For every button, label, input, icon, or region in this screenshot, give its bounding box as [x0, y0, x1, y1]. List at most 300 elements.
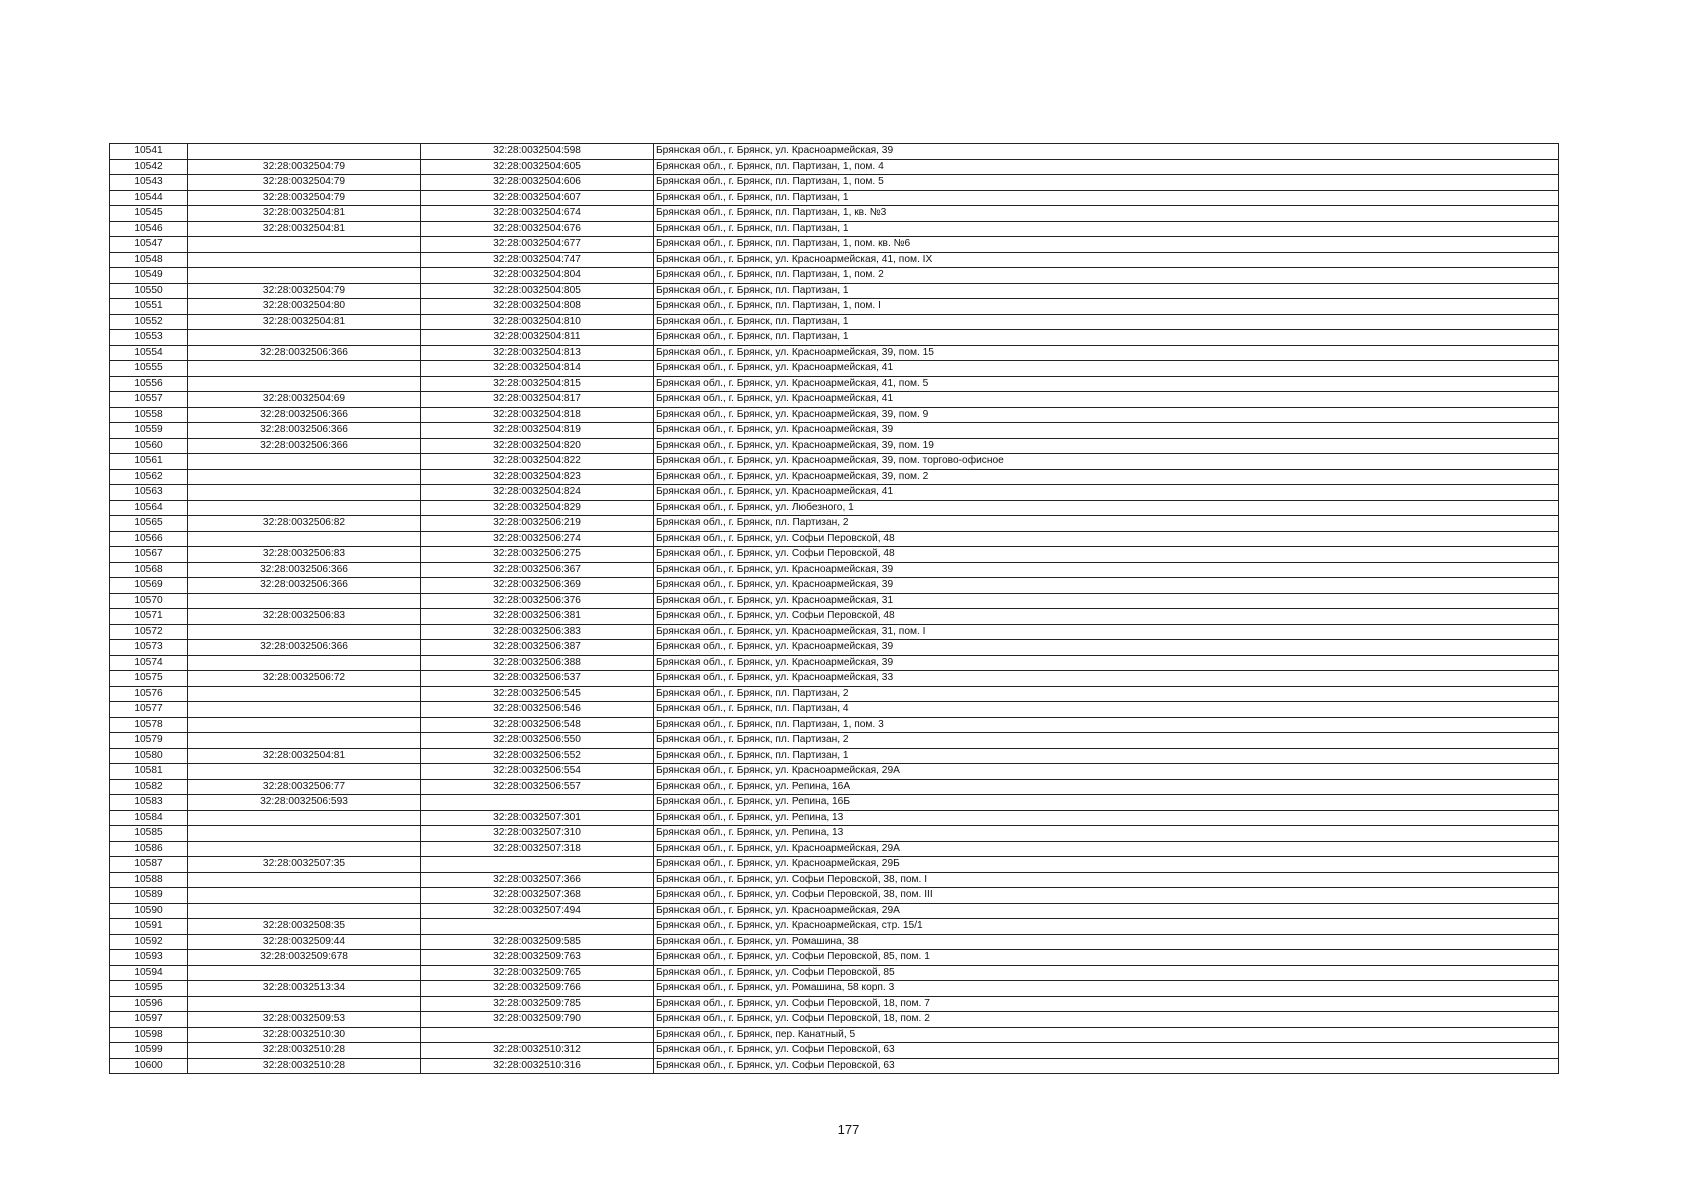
- cadastral-number-cell: 32:28:0032506:546: [421, 702, 654, 718]
- row-number-cell: 10563: [110, 485, 188, 501]
- cadastral-number-cell: [421, 857, 654, 873]
- row-number-cell: 10558: [110, 407, 188, 423]
- row-number-cell: 10555: [110, 361, 188, 377]
- table-row: [110, 423, 1559, 439]
- table-row: [110, 175, 1559, 191]
- table-row: [110, 1058, 1559, 1074]
- parent-cadastral-number-cell: 32:28:0032509:53: [188, 1012, 421, 1028]
- address-cell: Брянская обл., г. Брянск, ул. Красноармейская, 41, пом. IX: [654, 252, 1559, 268]
- cadastral-number-cell: 32:28:0032507:318: [421, 841, 654, 857]
- cadastral-number-cell: 32:28:0032504:676: [421, 221, 654, 237]
- parent-cadastral-number-cell: 32:28:0032513:34: [188, 981, 421, 997]
- table-row: [110, 981, 1559, 997]
- cadastral-number-cell: [421, 919, 654, 935]
- parent-cadastral-number-cell: 32:28:0032504:79: [188, 175, 421, 191]
- registry-table: [109, 143, 1559, 1074]
- parent-cadastral-number-cell: 32:28:0032504:81: [188, 221, 421, 237]
- table-row: [110, 330, 1559, 346]
- parent-cadastral-number-cell: 32:28:0032504:79: [188, 283, 421, 299]
- cadastral-number-cell: 32:28:0032509:763: [421, 950, 654, 966]
- row-number-cell: 10573: [110, 640, 188, 656]
- address-cell: Брянская обл., г. Брянск, пл. Партизан, 4: [654, 702, 1559, 718]
- cadastral-number-cell: 32:28:0032504:819: [421, 423, 654, 439]
- address-cell: Брянская обл., г. Брянск, пер. Канатный, 5: [654, 1027, 1559, 1043]
- address-cell: Брянская обл., г. Брянск, ул. Красноармейская, 39: [654, 144, 1559, 160]
- parent-cadastral-number-cell: 32:28:0032506:83: [188, 609, 421, 625]
- cadastral-number-cell: 32:28:0032507:368: [421, 888, 654, 904]
- table-row: [110, 299, 1559, 315]
- table-row: [110, 1012, 1559, 1028]
- parent-cadastral-number-cell: 32:28:0032509:678: [188, 950, 421, 966]
- cadastral-number-cell: 32:28:0032507:301: [421, 810, 654, 826]
- address-cell: Брянская обл., г. Брянск, ул. Софьи Перовской, 48: [654, 609, 1559, 625]
- parent-cadastral-number-cell: [188, 841, 421, 857]
- table-row: [110, 810, 1559, 826]
- address-cell: Брянская обл., г. Брянск, ул. Софьи Перовской, 18, пом. 7: [654, 996, 1559, 1012]
- address-cell: Брянская обл., г. Брянск, ул. Софьи Перовской, 18, пом. 2: [654, 1012, 1559, 1028]
- parent-cadastral-number-cell: 32:28:0032507:35: [188, 857, 421, 873]
- row-number-cell: 10587: [110, 857, 188, 873]
- cadastral-number-cell: 32:28:0032504:817: [421, 392, 654, 408]
- table-row: [110, 345, 1559, 361]
- table-row: [110, 237, 1559, 253]
- table-row: [110, 841, 1559, 857]
- address-cell: Брянская обл., г. Брянск, ул. Красноармейская, 39: [654, 655, 1559, 671]
- row-number-cell: 10600: [110, 1058, 188, 1074]
- address-cell: Брянская обл., г. Брянск, ул. Красноармейская, 33: [654, 671, 1559, 687]
- table-row: [110, 531, 1559, 547]
- row-number-cell: 10577: [110, 702, 188, 718]
- parent-cadastral-number-cell: [188, 686, 421, 702]
- cadastral-number-cell: 32:28:0032504:814: [421, 361, 654, 377]
- row-number-cell: 10561: [110, 454, 188, 470]
- address-cell: Брянская обл., г. Брянск, ул. Репина, 16А: [654, 779, 1559, 795]
- parent-cadastral-number-cell: 32:28:0032506:366: [188, 423, 421, 439]
- address-cell: Брянская обл., г. Брянск, ул. Ромашина, 58 корп. 3: [654, 981, 1559, 997]
- address-cell: Брянская обл., г. Брянск, пл. Партизан, 1: [654, 330, 1559, 346]
- table-row: [110, 516, 1559, 532]
- table-row: [110, 221, 1559, 237]
- cadastral-number-cell: 32:28:0032504:824: [421, 485, 654, 501]
- row-number-cell: 10541: [110, 144, 188, 160]
- table-row: [110, 996, 1559, 1012]
- table-row: [110, 686, 1559, 702]
- parent-cadastral-number-cell: 32:28:0032504:80: [188, 299, 421, 315]
- table-row: [110, 609, 1559, 625]
- address-cell: Брянская обл., г. Брянск, пл. Партизан, 1, пом. 5: [654, 175, 1559, 191]
- cadastral-number-cell: 32:28:0032504:598: [421, 144, 654, 160]
- cadastral-number-cell: [421, 795, 654, 811]
- cadastral-number-cell: 32:28:0032510:316: [421, 1058, 654, 1074]
- cadastral-number-cell: 32:28:0032504:829: [421, 500, 654, 516]
- address-cell: Брянская обл., г. Брянск, пл. Партизан, 2: [654, 516, 1559, 532]
- table-row: [110, 190, 1559, 206]
- row-number-cell: 10580: [110, 748, 188, 764]
- row-number-cell: 10544: [110, 190, 188, 206]
- table-row: [110, 392, 1559, 408]
- address-cell: Брянская обл., г. Брянск, пл. Партизан, 1, пом. 4: [654, 159, 1559, 175]
- table-row: [110, 438, 1559, 454]
- row-number-cell: 10548: [110, 252, 188, 268]
- cadastral-number-cell: 32:28:0032506:557: [421, 779, 654, 795]
- table-row: [110, 965, 1559, 981]
- cadastral-number-cell: 32:28:0032506:537: [421, 671, 654, 687]
- registry-table-body: [110, 144, 1559, 1074]
- cadastral-number-cell: 32:28:0032504:606: [421, 175, 654, 191]
- parent-cadastral-number-cell: [188, 469, 421, 485]
- table-row: [110, 919, 1559, 935]
- parent-cadastral-number-cell: [188, 144, 421, 160]
- address-cell: Брянская обл., г. Брянск, ул. Красноармейская, 41: [654, 485, 1559, 501]
- row-number-cell: 10554: [110, 345, 188, 361]
- cadastral-number-cell: 32:28:0032506:545: [421, 686, 654, 702]
- parent-cadastral-number-cell: 32:28:0032506:77: [188, 779, 421, 795]
- parent-cadastral-number-cell: 32:28:0032509:44: [188, 934, 421, 950]
- table-row: [110, 655, 1559, 671]
- parent-cadastral-number-cell: 32:28:0032506:593: [188, 795, 421, 811]
- address-cell: Брянская обл., г. Брянск, пл. Партизан, 1, кв. №3: [654, 206, 1559, 222]
- row-number-cell: 10598: [110, 1027, 188, 1043]
- address-cell: Брянская обл., г. Брянск, ул. Софьи Перовской, 48: [654, 547, 1559, 563]
- cadastral-number-cell: 32:28:0032504:605: [421, 159, 654, 175]
- parent-cadastral-number-cell: 32:28:0032506:366: [188, 345, 421, 361]
- row-number-cell: 10542: [110, 159, 188, 175]
- row-number-cell: 10590: [110, 903, 188, 919]
- parent-cadastral-number-cell: [188, 485, 421, 501]
- parent-cadastral-number-cell: [188, 531, 421, 547]
- row-number-cell: 10549: [110, 268, 188, 284]
- table-row: [110, 934, 1559, 950]
- cadastral-number-cell: 32:28:0032504:811: [421, 330, 654, 346]
- parent-cadastral-number-cell: [188, 268, 421, 284]
- cadastral-number-cell: [421, 1027, 654, 1043]
- parent-cadastral-number-cell: [188, 826, 421, 842]
- cadastral-number-cell: 32:28:0032510:312: [421, 1043, 654, 1059]
- table-row: [110, 593, 1559, 609]
- cadastral-number-cell: 32:28:0032506:381: [421, 609, 654, 625]
- row-number-cell: 10582: [110, 779, 188, 795]
- address-cell: Брянская обл., г. Брянск, пл. Партизан, 1, пом. I: [654, 299, 1559, 315]
- table-row: [110, 702, 1559, 718]
- parent-cadastral-number-cell: 32:28:0032504:81: [188, 748, 421, 764]
- row-number-cell: 10595: [110, 981, 188, 997]
- parent-cadastral-number-cell: 32:28:0032506:72: [188, 671, 421, 687]
- parent-cadastral-number-cell: [188, 655, 421, 671]
- address-cell: Брянская обл., г. Брянск, пл. Партизан, 1, пом. кв. №6: [654, 237, 1559, 253]
- parent-cadastral-number-cell: [188, 593, 421, 609]
- address-cell: Брянская обл., г. Брянск, пл. Партизан, 1: [654, 314, 1559, 330]
- table-row: [110, 485, 1559, 501]
- table-row: [110, 469, 1559, 485]
- address-cell: Брянская обл., г. Брянск, ул. Красноармейская, 39, пом. торгово-офисное: [654, 454, 1559, 470]
- row-number-cell: 10578: [110, 717, 188, 733]
- parent-cadastral-number-cell: [188, 624, 421, 640]
- cadastral-number-cell: 32:28:0032506:219: [421, 516, 654, 532]
- cadastral-number-cell: 32:28:0032504:674: [421, 206, 654, 222]
- parent-cadastral-number-cell: [188, 733, 421, 749]
- cadastral-number-cell: 32:28:0032504:607: [421, 190, 654, 206]
- address-cell: Брянская обл., г. Брянск, ул. Красноармейская, 31, пом. I: [654, 624, 1559, 640]
- table-row: [110, 764, 1559, 780]
- parent-cadastral-number-cell: 32:28:0032510:28: [188, 1043, 421, 1059]
- address-cell: Брянская обл., г. Брянск, ул. Красноармейская, 39, пом. 9: [654, 407, 1559, 423]
- cadastral-number-cell: 32:28:0032509:790: [421, 1012, 654, 1028]
- address-cell: Брянская обл., г. Брянск, ул. Красноармейская, 39, пом. 2: [654, 469, 1559, 485]
- row-number-cell: 10576: [110, 686, 188, 702]
- parent-cadastral-number-cell: 32:28:0032510:28: [188, 1058, 421, 1074]
- parent-cadastral-number-cell: [188, 454, 421, 470]
- table-row: [110, 857, 1559, 873]
- row-number-cell: 10574: [110, 655, 188, 671]
- parent-cadastral-number-cell: 32:28:0032506:366: [188, 578, 421, 594]
- address-cell: Брянская обл., г. Брянск, ул. Софьи Перовской, 48: [654, 531, 1559, 547]
- cadastral-number-cell: 32:28:0032504:823: [421, 469, 654, 485]
- cadastral-number-cell: 32:28:0032506:552: [421, 748, 654, 764]
- cadastral-number-cell: 32:28:0032509:766: [421, 981, 654, 997]
- cadastral-number-cell: 32:28:0032504:805: [421, 283, 654, 299]
- cadastral-number-cell: 32:28:0032504:813: [421, 345, 654, 361]
- address-cell: Брянская обл., г. Брянск, ул. Софьи Перовской, 63: [654, 1043, 1559, 1059]
- table-row: [110, 826, 1559, 842]
- address-cell: Брянская обл., г. Брянск, ул. Репина, 16Б: [654, 795, 1559, 811]
- address-cell: Брянская обл., г. Брянск, ул. Красноармейская, 29А: [654, 841, 1559, 857]
- address-cell: Брянская обл., г. Брянск, пл. Партизан, 1, пом. 2: [654, 268, 1559, 284]
- cadastral-number-cell: 32:28:0032507:494: [421, 903, 654, 919]
- table-row: [110, 283, 1559, 299]
- row-number-cell: 10570: [110, 593, 188, 609]
- row-number-cell: 10579: [110, 733, 188, 749]
- row-number-cell: 10552: [110, 314, 188, 330]
- address-cell: Брянская обл., г. Брянск, ул. Красноармейская, 39: [654, 423, 1559, 439]
- table-row: [110, 376, 1559, 392]
- parent-cadastral-number-cell: 32:28:0032504:81: [188, 206, 421, 222]
- address-cell: Брянская обл., г. Брянск, ул. Красноармейская, 39: [654, 578, 1559, 594]
- address-cell: Брянская обл., г. Брянск, ул. Красноармейская, 41: [654, 392, 1559, 408]
- address-cell: Брянская обл., г. Брянск, ул. Репина, 13: [654, 810, 1559, 826]
- cadastral-number-cell: 32:28:0032506:383: [421, 624, 654, 640]
- address-cell: Брянская обл., г. Брянск, ул. Любезного, 1: [654, 500, 1559, 516]
- address-cell: Брянская обл., г. Брянск, ул. Красноармейская, 29Б: [654, 857, 1559, 873]
- parent-cadastral-number-cell: 32:28:0032506:366: [188, 407, 421, 423]
- parent-cadastral-number-cell: [188, 702, 421, 718]
- cadastral-number-cell: 32:28:0032507:310: [421, 826, 654, 842]
- row-number-cell: 10546: [110, 221, 188, 237]
- row-number-cell: 10571: [110, 609, 188, 625]
- address-cell: Брянская обл., г. Брянск, ул. Софьи Перовской, 85: [654, 965, 1559, 981]
- row-number-cell: 10592: [110, 934, 188, 950]
- cadastral-number-cell: 32:28:0032504:810: [421, 314, 654, 330]
- parent-cadastral-number-cell: [188, 888, 421, 904]
- row-number-cell: 10589: [110, 888, 188, 904]
- address-cell: Брянская обл., г. Брянск, пл. Партизан, 1, пом. 3: [654, 717, 1559, 733]
- address-cell: Брянская обл., г. Брянск, ул. Софьи Перовской, 85, пом. 1: [654, 950, 1559, 966]
- table-row: [110, 562, 1559, 578]
- table-row: [110, 144, 1559, 160]
- table-row: [110, 268, 1559, 284]
- parent-cadastral-number-cell: [188, 996, 421, 1012]
- parent-cadastral-number-cell: 32:28:0032504:81: [188, 314, 421, 330]
- address-cell: Брянская обл., г. Брянск, ул. Красноармейская, 29А: [654, 764, 1559, 780]
- table-row: [110, 717, 1559, 733]
- cadastral-number-cell: 32:28:0032506:376: [421, 593, 654, 609]
- address-cell: Брянская обл., г. Брянск, ул. Красноармейская, 39, пом. 19: [654, 438, 1559, 454]
- cadastral-number-cell: 32:28:0032504:677: [421, 237, 654, 253]
- address-cell: Брянская обл., г. Брянск, ул. Красноармейская, 41: [654, 361, 1559, 377]
- cadastral-number-cell: 32:28:0032504:804: [421, 268, 654, 284]
- row-number-cell: 10581: [110, 764, 188, 780]
- cadastral-number-cell: 32:28:0032507:366: [421, 872, 654, 888]
- parent-cadastral-number-cell: [188, 252, 421, 268]
- table-row: [110, 547, 1559, 563]
- cadastral-number-cell: 32:28:0032506:554: [421, 764, 654, 780]
- cadastral-number-cell: 32:28:0032504:820: [421, 438, 654, 454]
- row-number-cell: 10545: [110, 206, 188, 222]
- cadastral-number-cell: 32:28:0032506:388: [421, 655, 654, 671]
- table-row: [110, 314, 1559, 330]
- parent-cadastral-number-cell: 32:28:0032506:83: [188, 547, 421, 563]
- table-row: [110, 950, 1559, 966]
- cadastral-number-cell: 32:28:0032506:369: [421, 578, 654, 594]
- cadastral-number-cell: 32:28:0032506:275: [421, 547, 654, 563]
- row-number-cell: 10588: [110, 872, 188, 888]
- address-cell: Брянская обл., г. Брянск, ул. Красноармейская, 31: [654, 593, 1559, 609]
- table-row: [110, 252, 1559, 268]
- row-number-cell: 10543: [110, 175, 188, 191]
- table-row: [110, 795, 1559, 811]
- parent-cadastral-number-cell: 32:28:0032508:35: [188, 919, 421, 935]
- row-number-cell: 10557: [110, 392, 188, 408]
- row-number-cell: 10567: [110, 547, 188, 563]
- cadastral-number-cell: 32:28:0032506:550: [421, 733, 654, 749]
- table-row: [110, 903, 1559, 919]
- table-row: [110, 640, 1559, 656]
- parent-cadastral-number-cell: [188, 903, 421, 919]
- address-cell: Брянская обл., г. Брянск, ул. Софьи Перовской, 63: [654, 1058, 1559, 1074]
- address-cell: Брянская обл., г. Брянск, ул. Репина, 13: [654, 826, 1559, 842]
- address-cell: Брянская обл., г. Брянск, ул. Софьи Перовской, 38, пом. III: [654, 888, 1559, 904]
- row-number-cell: 10583: [110, 795, 188, 811]
- parent-cadastral-number-cell: [188, 500, 421, 516]
- address-cell: Брянская обл., г. Брянск, ул. Красноармейская, 39: [654, 562, 1559, 578]
- parent-cadastral-number-cell: [188, 237, 421, 253]
- parent-cadastral-number-cell: [188, 764, 421, 780]
- table-row: [110, 888, 1559, 904]
- row-number-cell: 10556: [110, 376, 188, 392]
- parent-cadastral-number-cell: 32:28:0032504:79: [188, 190, 421, 206]
- cadastral-number-cell: 32:28:0032509:785: [421, 996, 654, 1012]
- address-cell: Брянская обл., г. Брянск, пл. Партизан, 1: [654, 221, 1559, 237]
- table-row: [110, 500, 1559, 516]
- row-number-cell: 10551: [110, 299, 188, 315]
- address-cell: Брянская обл., г. Брянск, ул. Красноармейская, 41, пом. 5: [654, 376, 1559, 392]
- table-row: [110, 872, 1559, 888]
- row-number-cell: 10566: [110, 531, 188, 547]
- parent-cadastral-number-cell: [188, 330, 421, 346]
- table-row: [110, 1043, 1559, 1059]
- parent-cadastral-number-cell: 32:28:0032504:69: [188, 392, 421, 408]
- cadastral-number-cell: 32:28:0032504:808: [421, 299, 654, 315]
- address-cell: Брянская обл., г. Брянск, пл. Партизан, 1: [654, 748, 1559, 764]
- page-number: 177: [837, 1122, 860, 1137]
- cadastral-number-cell: 32:28:0032506:548: [421, 717, 654, 733]
- table-row: [110, 361, 1559, 377]
- address-cell: Брянская обл., г. Брянск, ул. Софьи Перовской, 38, пом. I: [654, 872, 1559, 888]
- address-cell: Брянская обл., г. Брянск, ул. Красноармейская, 39: [654, 640, 1559, 656]
- table-row: [110, 578, 1559, 594]
- address-cell: Брянская обл., г. Брянск, пл. Партизан, 2: [654, 733, 1559, 749]
- table-row: [110, 159, 1559, 175]
- row-number-cell: 10593: [110, 950, 188, 966]
- row-number-cell: 10560: [110, 438, 188, 454]
- parent-cadastral-number-cell: 32:28:0032506:366: [188, 438, 421, 454]
- row-number-cell: 10591: [110, 919, 188, 935]
- table-row: [110, 671, 1559, 687]
- parent-cadastral-number-cell: 32:28:0032510:30: [188, 1027, 421, 1043]
- row-number-cell: 10585: [110, 826, 188, 842]
- parent-cadastral-number-cell: 32:28:0032504:79: [188, 159, 421, 175]
- address-cell: Брянская обл., г. Брянск, ул. Ромашина, 38: [654, 934, 1559, 950]
- cadastral-number-cell: 32:28:0032509:765: [421, 965, 654, 981]
- table-row: [110, 454, 1559, 470]
- row-number-cell: 10572: [110, 624, 188, 640]
- row-number-cell: 10584: [110, 810, 188, 826]
- row-number-cell: 10553: [110, 330, 188, 346]
- cadastral-number-cell: 32:28:0032506:387: [421, 640, 654, 656]
- row-number-cell: 10562: [110, 469, 188, 485]
- row-number-cell: 10569: [110, 578, 188, 594]
- cadastral-number-cell: 32:28:0032506:274: [421, 531, 654, 547]
- row-number-cell: 10559: [110, 423, 188, 439]
- address-cell: Брянская обл., г. Брянск, ул. Красноармейская, 29А: [654, 903, 1559, 919]
- table-row: [110, 1027, 1559, 1043]
- row-number-cell: 10575: [110, 671, 188, 687]
- table-row: [110, 624, 1559, 640]
- cadastral-number-cell: 32:28:0032504:818: [421, 407, 654, 423]
- table-row: [110, 407, 1559, 423]
- row-number-cell: 10597: [110, 1012, 188, 1028]
- parent-cadastral-number-cell: [188, 810, 421, 826]
- parent-cadastral-number-cell: [188, 965, 421, 981]
- parent-cadastral-number-cell: 32:28:0032506:366: [188, 562, 421, 578]
- row-number-cell: 10594: [110, 965, 188, 981]
- address-cell: Брянская обл., г. Брянск, пл. Партизан, 1: [654, 283, 1559, 299]
- address-cell: Брянская обл., г. Брянск, ул. Красноармейская, стр. 15/1: [654, 919, 1559, 935]
- parent-cadastral-number-cell: 32:28:0032506:366: [188, 640, 421, 656]
- cadastral-number-cell: 32:28:0032504:822: [421, 454, 654, 470]
- address-cell: Брянская обл., г. Брянск, пл. Партизан, 1: [654, 190, 1559, 206]
- row-number-cell: 10547: [110, 237, 188, 253]
- parent-cadastral-number-cell: [188, 717, 421, 733]
- row-number-cell: 10586: [110, 841, 188, 857]
- cadastral-number-cell: 32:28:0032504:815: [421, 376, 654, 392]
- parent-cadastral-number-cell: [188, 376, 421, 392]
- row-number-cell: 10564: [110, 500, 188, 516]
- table-row: [110, 206, 1559, 222]
- table-row: [110, 748, 1559, 764]
- row-number-cell: 10568: [110, 562, 188, 578]
- row-number-cell: 10565: [110, 516, 188, 532]
- address-cell: Брянская обл., г. Брянск, ул. Красноармейская, 39, пом. 15: [654, 345, 1559, 361]
- cadastral-number-cell: 32:28:0032509:585: [421, 934, 654, 950]
- parent-cadastral-number-cell: 32:28:0032506:82: [188, 516, 421, 532]
- table-row: [110, 779, 1559, 795]
- row-number-cell: 10599: [110, 1043, 188, 1059]
- parent-cadastral-number-cell: [188, 872, 421, 888]
- row-number-cell: 10550: [110, 283, 188, 299]
- row-number-cell: 10596: [110, 996, 188, 1012]
- address-cell: Брянская обл., г. Брянск, пл. Партизан, 2: [654, 686, 1559, 702]
- cadastral-number-cell: 32:28:0032506:367: [421, 562, 654, 578]
